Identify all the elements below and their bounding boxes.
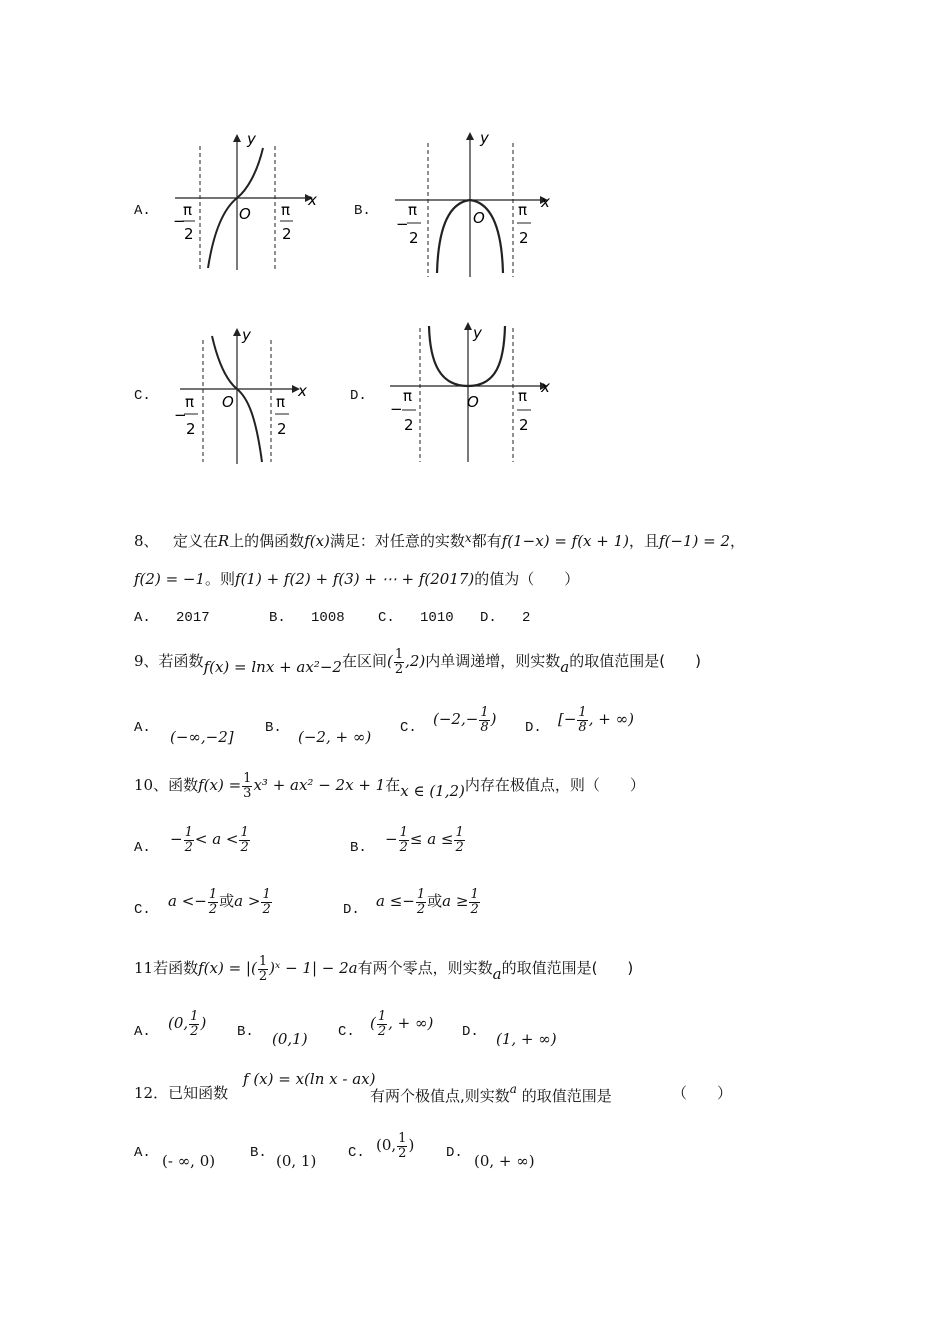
q8-option-b[interactable] <box>269 610 345 626</box>
axis-x-label: x <box>541 193 550 211</box>
graph-c-label: C. <box>134 388 151 404</box>
q8-eq2: f(−1) = 2 <box>659 532 731 550</box>
q8-text: 都有 <box>471 532 502 550</box>
q10-func: x³ + ax² − 2x + 1 <box>253 776 386 795</box>
graph-c-neg-tan <box>170 322 330 472</box>
denominator: 2 <box>240 839 249 855</box>
text: , + ∞) <box>388 1014 434 1033</box>
graph-a-label: A. <box>134 203 151 219</box>
q9-option-a-label[interactable]: A. <box>134 720 151 736</box>
axis-x-label: x <box>308 191 317 209</box>
q11-stem <box>134 955 633 983</box>
graph-a-tan <box>165 128 325 278</box>
q11-option-b-value: (0,1) <box>272 1030 308 1048</box>
q11-number: 11 <box>134 959 154 978</box>
q8-text: ，且 <box>629 532 660 550</box>
numerator: 1 <box>184 825 193 840</box>
text: ) <box>200 1014 207 1033</box>
q11-option-a-label[interactable]: A. <box>134 1024 151 1040</box>
minus-sign: − <box>173 212 186 230</box>
q10-option-c-label[interactable]: C. <box>134 902 151 918</box>
text: (0, <box>376 1136 397 1155</box>
origin-label: O <box>239 205 251 223</box>
text: a > <box>234 892 261 911</box>
q11-var-a: a <box>492 965 502 984</box>
option-label: B. <box>269 610 286 626</box>
option-label: A. <box>134 610 151 626</box>
denominator: 2 <box>399 839 408 855</box>
text: − <box>170 830 183 849</box>
pi-label: π <box>183 201 193 219</box>
text: ( <box>370 1014 376 1033</box>
q12-text: 的取值范围是 <box>521 1087 612 1105</box>
q11-option-c-value <box>370 1010 433 1038</box>
minus-sign: − <box>396 215 409 233</box>
two-label: 2 <box>404 416 414 434</box>
numerator: 1 <box>243 771 252 786</box>
origin-label: O <box>222 393 234 411</box>
q11-option-d-label[interactable]: D. <box>462 1024 479 1040</box>
minus-sign: − <box>174 406 187 424</box>
q10-option-c-value <box>168 888 273 916</box>
two-label: 2 <box>519 416 529 434</box>
q11-option-c-label[interactable]: C. <box>338 1024 355 1040</box>
text: ) <box>408 1136 415 1155</box>
q8-option-c[interactable] <box>378 610 454 626</box>
q8-text: 满足：对任意的实数 <box>329 532 465 550</box>
option-value: 1008 <box>311 610 345 626</box>
text: < a < <box>194 830 239 849</box>
axis-y-label: y <box>480 129 489 147</box>
two-label: 2 <box>277 420 287 438</box>
q12-stem-rest <box>370 1082 612 1106</box>
q9-option-b-value: (−2, + ∞) <box>298 728 372 746</box>
numerator: 1 <box>578 705 587 720</box>
graph-b-label: B. <box>354 203 371 219</box>
q11-func: f(x) = |( <box>198 959 257 978</box>
q8-var-x: x <box>464 531 472 545</box>
pi-label: π <box>403 387 413 405</box>
numerator: 1 <box>262 887 271 902</box>
q12-option-d-label[interactable]: D. <box>446 1145 463 1161</box>
denominator: 2 <box>258 968 268 984</box>
numerator: 1 <box>455 825 464 840</box>
denominator: 2 <box>377 1023 387 1039</box>
text: a ≥ <box>442 892 469 911</box>
pi-label: π <box>281 201 291 219</box>
origin-label: O <box>467 393 479 411</box>
numerator: 1 <box>416 887 426 902</box>
q10-option-d-label[interactable]: D. <box>343 902 360 918</box>
q9-text: 在区间 <box>341 652 387 671</box>
text: ≤ a ≤ <box>409 830 454 849</box>
numerator: 1 <box>394 647 404 662</box>
q10-option-b-value <box>385 826 466 854</box>
q9-stem <box>134 648 701 676</box>
q8-set-r: R <box>217 532 230 550</box>
q8-line1 <box>134 530 745 551</box>
text: − <box>385 830 398 849</box>
q9-var-a: a <box>560 658 570 677</box>
denominator: 2 <box>184 839 193 855</box>
two-label: 2 <box>282 225 292 243</box>
q11-option-d-value: (1, + ∞) <box>496 1030 557 1048</box>
pi-label: π <box>518 387 528 405</box>
q12-option-c-label[interactable]: C. <box>348 1145 365 1161</box>
q9-interval: ( <box>386 652 393 671</box>
text: (0, <box>168 1014 189 1033</box>
q12-option-d-value: (0, + ∞) <box>474 1152 535 1170</box>
denominator: 8 <box>480 719 489 735</box>
q12-text: 已知函数 <box>168 1084 229 1102</box>
q9-option-b-label[interactable]: B. <box>265 720 282 736</box>
numerator: 1 <box>190 1009 199 1024</box>
q12-number: 12． <box>134 1084 169 1102</box>
q11-option-a-value <box>168 1010 206 1038</box>
two-label: 2 <box>409 229 419 247</box>
two-label: 2 <box>184 225 194 243</box>
q10-number: 10、 <box>134 776 169 795</box>
q9-fraction <box>394 648 404 676</box>
q10-func: f(x) = <box>198 776 242 795</box>
q12-answer-paren: （ ） <box>672 1084 733 1102</box>
text: 或 <box>219 892 235 911</box>
q12-option-b-value: (0, 1) <box>276 1152 317 1170</box>
q12-stem <box>134 1082 228 1103</box>
pi-label: π <box>408 201 418 219</box>
denominator: 2 <box>455 839 464 855</box>
text: a ≤− <box>376 892 415 911</box>
q9-text: 若函数 <box>158 652 204 671</box>
q8-fx: f(x) <box>304 532 330 550</box>
q12-var-a: a <box>509 1082 517 1096</box>
option-value: 2017 <box>176 610 210 626</box>
axis-y-label: y <box>247 130 256 148</box>
q12-text: 有两个极值点,则实数 <box>370 1087 510 1105</box>
q12-option-a-value: (- ∞, 0) <box>162 1152 216 1170</box>
denominator: 2 <box>190 1023 199 1039</box>
two-label: 2 <box>186 420 196 438</box>
q10-text: 函数 <box>168 776 199 795</box>
q9-option-a-value: (−∞,−2] <box>170 728 234 746</box>
denominator: 2 <box>398 1145 407 1161</box>
q10-option-d-value <box>376 888 481 916</box>
q10-option-a-label[interactable]: A. <box>134 840 151 856</box>
graph-d-label: D. <box>350 388 367 404</box>
numerator: 1 <box>480 705 489 720</box>
q8-option-a[interactable] <box>134 610 210 626</box>
q9-option-c-value <box>433 706 496 734</box>
pi-label: π <box>276 393 286 411</box>
q12-option-a-label[interactable]: A. <box>134 1145 151 1161</box>
denominator: 2 <box>208 901 218 917</box>
denominator: 2 <box>470 901 479 917</box>
text: 或 <box>427 892 443 911</box>
numerator: 1 <box>399 825 408 840</box>
q9-option-d-value <box>558 706 634 734</box>
q8-line2 <box>134 568 579 589</box>
text: a <− <box>168 892 207 911</box>
numerator: 1 <box>470 887 479 902</box>
q11-func: )ˣ − 1| − 2a <box>269 959 358 978</box>
q10-text: 在 <box>385 776 401 795</box>
axis-x-label: x <box>541 378 550 396</box>
text: , + ∞) <box>588 710 634 729</box>
q9-option-d-label[interactable]: D. <box>525 720 542 736</box>
q8-text: 的值为（ ） <box>474 570 580 588</box>
graph-b-neg-curve <box>390 125 560 285</box>
q8-text: ， <box>730 532 746 550</box>
q9-number: 9、 <box>134 652 159 671</box>
graph-d-pos-curve <box>385 318 560 468</box>
denominator: 2 <box>416 901 426 917</box>
q8-eq3: f(2) = −1 <box>134 570 206 588</box>
q11-option-b-label[interactable]: B. <box>237 1024 254 1040</box>
option-label: D. <box>480 610 497 626</box>
q12-option-b-label[interactable]: B. <box>250 1145 267 1161</box>
q9-interval: ,2) <box>405 652 426 671</box>
q10-cond: x ∈ (1,2) <box>400 782 465 801</box>
text: (−2,− <box>433 710 479 729</box>
q8-text: 定义在 <box>172 532 218 550</box>
axis-y-label: y <box>473 324 482 342</box>
q10-stem <box>134 772 645 800</box>
two-label: 2 <box>519 229 529 247</box>
minus-sign: − <box>390 400 403 418</box>
origin-label: O <box>473 209 485 227</box>
q8-eq1: f(1−x) = f(x + 1) <box>501 532 630 550</box>
q9-text: 内单调递增，则实数 <box>425 652 561 671</box>
axis-x-label: x <box>298 382 307 400</box>
option-value: 2 <box>522 610 531 626</box>
numerator: 1 <box>398 1131 407 1146</box>
q10-text: 内存在极值点，则（ ） <box>464 776 645 795</box>
q10-option-b-label[interactable]: B. <box>350 840 367 856</box>
pi-label: π <box>518 201 528 219</box>
numerator: 1 <box>208 887 218 902</box>
q11-text: 有两个零点，则实数 <box>357 959 493 978</box>
q8-eq4: f(1) + f(2) + f(3) + ⋯ + f(2017) <box>235 570 475 588</box>
q9-func: f(x) = lnx + ax²−2 <box>203 658 342 677</box>
q8-option-d[interactable] <box>480 610 530 626</box>
axis-y-label: y <box>242 326 251 344</box>
q12-func: f (x) = x(ln x - ax) <box>243 1070 376 1088</box>
text: [− <box>558 710 577 729</box>
q9-text: 的取值范围是( ) <box>569 652 701 671</box>
q11-text: 的取值范围是( ) <box>501 959 634 978</box>
q12-option-c-value <box>376 1132 414 1160</box>
q8-text: 。则 <box>205 570 236 588</box>
text: ) <box>490 710 497 729</box>
option-value: 1010 <box>420 610 454 626</box>
pi-label: π <box>185 393 195 411</box>
denominator: 8 <box>578 719 587 735</box>
numerator: 1 <box>377 1009 387 1024</box>
numerator: 1 <box>240 825 249 840</box>
q8-number: 8、 <box>134 532 159 550</box>
option-label: C. <box>378 610 395 626</box>
denominator: 3 <box>243 785 252 801</box>
denominator: 2 <box>262 901 271 917</box>
q11-text: 若函数 <box>153 959 199 978</box>
q9-option-c-label[interactable]: C. <box>400 720 417 736</box>
q10-option-a-value <box>170 826 251 854</box>
denominator: 2 <box>394 661 404 677</box>
numerator: 1 <box>258 954 268 969</box>
q8-text: 上的偶函数 <box>229 532 305 550</box>
